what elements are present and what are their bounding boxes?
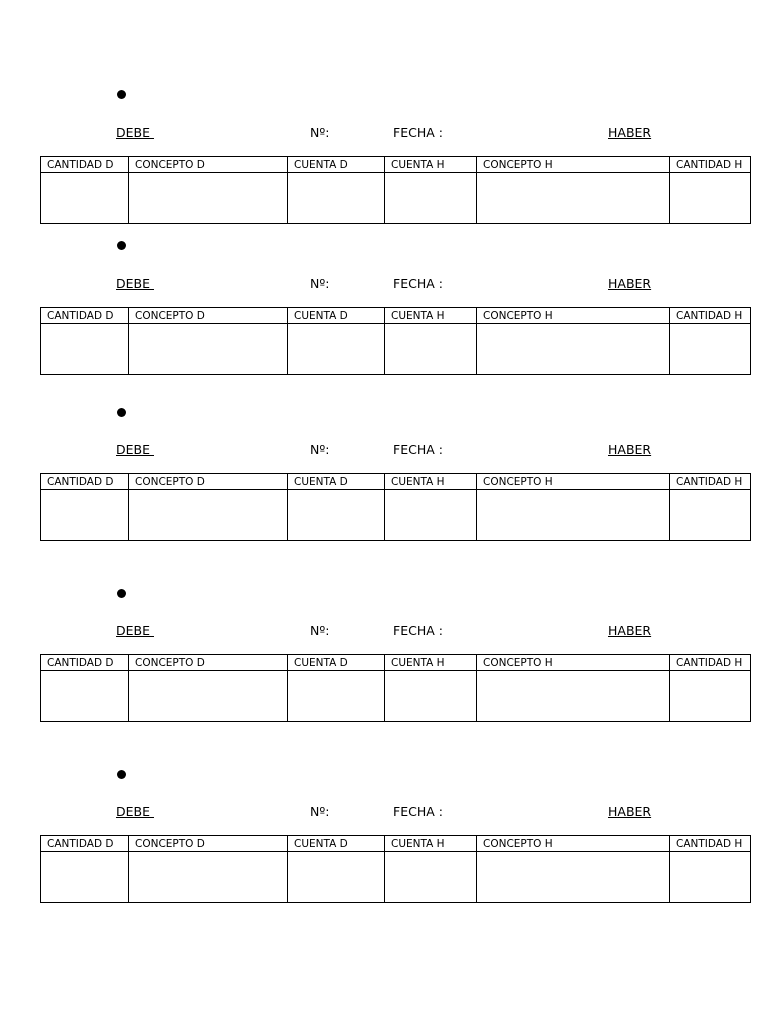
column-header: CONCEPTO D [129, 157, 288, 173]
table-row [41, 490, 751, 541]
blank-cell[interactable] [41, 852, 129, 903]
blank-cell[interactable] [288, 324, 385, 375]
date-label: FECHA : [393, 125, 443, 140]
blank-cell[interactable] [385, 173, 477, 224]
blank-cell[interactable] [41, 671, 129, 722]
debe-label: DEBE [116, 276, 154, 291]
column-header: CUENTA H [385, 474, 477, 490]
column-header: CONCEPTO H [477, 655, 670, 671]
blank-cell[interactable] [288, 852, 385, 903]
blank-cell[interactable] [385, 324, 477, 375]
date-label: FECHA : [393, 804, 443, 819]
blank-cell[interactable] [288, 671, 385, 722]
blank-cell[interactable] [477, 324, 670, 375]
table-header-row [41, 157, 751, 173]
column-header: CUENTA D [288, 836, 385, 852]
debe-label: DEBE [116, 804, 154, 819]
column-header: CONCEPTO D [129, 308, 288, 324]
number-label: Nº: [310, 804, 330, 819]
haber-label: HABER [608, 276, 652, 291]
ledger-table [40, 654, 751, 722]
blank-cell[interactable] [385, 490, 477, 541]
number-label: Nº: [310, 125, 330, 140]
column-header: CANTIDAD D [41, 655, 129, 671]
number-label: Nº: [310, 276, 330, 291]
column-header: CONCEPTO H [477, 308, 670, 324]
debe-label: DEBE [116, 125, 154, 140]
haber-label: HABER [608, 442, 652, 457]
column-header: CONCEPTO H [477, 474, 670, 490]
blank-cell[interactable] [129, 852, 288, 903]
column-header: CANTIDAD D [41, 308, 129, 324]
blank-cell[interactable] [129, 173, 288, 224]
blank-cell[interactable] [670, 671, 751, 722]
date-label: FECHA : [393, 442, 443, 457]
column-header: CANTIDAD H [670, 836, 751, 852]
blank-cell[interactable] [129, 324, 288, 375]
column-header: CANTIDAD D [41, 474, 129, 490]
column-header: CANTIDAD D [41, 836, 129, 852]
date-label: FECHA : [393, 276, 443, 291]
haber-label: HABER [608, 804, 652, 819]
table-header-row [41, 836, 751, 852]
haber-label: HABER [608, 623, 652, 638]
blank-cell[interactable] [41, 490, 129, 541]
column-header: CANTIDAD H [670, 655, 751, 671]
table-header-row [41, 474, 751, 490]
blank-cell[interactable] [288, 173, 385, 224]
column-header: CANTIDAD D [41, 157, 129, 173]
blank-cell[interactable] [385, 852, 477, 903]
column-header: CUENTA H [385, 157, 477, 173]
table-header-row [41, 655, 751, 671]
ledger-table [40, 835, 751, 903]
bullet-icon [117, 589, 126, 598]
bullet-icon [117, 241, 126, 250]
column-header: CONCEPTO D [129, 836, 288, 852]
column-header: CUENTA H [385, 308, 477, 324]
blank-cell[interactable] [288, 490, 385, 541]
column-header: CANTIDAD H [670, 474, 751, 490]
ledger-table [40, 473, 751, 541]
blank-cell[interactable] [670, 852, 751, 903]
blank-cell[interactable] [670, 490, 751, 541]
blank-cell[interactable] [477, 852, 670, 903]
column-header: CUENTA D [288, 308, 385, 324]
debe-label: DEBE [116, 623, 154, 638]
blank-cell[interactable] [477, 671, 670, 722]
column-header: CUENTA D [288, 157, 385, 173]
column-header: CUENTA H [385, 655, 477, 671]
blank-cell[interactable] [477, 173, 670, 224]
table-row [41, 671, 751, 722]
table-row [41, 324, 751, 375]
blank-cell[interactable] [129, 490, 288, 541]
table-row [41, 173, 751, 224]
column-header: CUENTA D [288, 655, 385, 671]
blank-cell[interactable] [670, 173, 751, 224]
column-header: CANTIDAD H [670, 157, 751, 173]
blank-cell[interactable] [670, 324, 751, 375]
ledger-table [40, 307, 751, 375]
number-label: Nº: [310, 442, 330, 457]
debe-label: DEBE [116, 442, 154, 457]
blank-cell[interactable] [129, 671, 288, 722]
column-header: CUENTA D [288, 474, 385, 490]
blank-cell[interactable] [385, 671, 477, 722]
number-label: Nº: [310, 623, 330, 638]
date-label: FECHA : [393, 623, 443, 638]
bullet-icon [117, 770, 126, 779]
column-header: CONCEPTO D [129, 655, 288, 671]
column-header: CONCEPTO H [477, 157, 670, 173]
blank-cell[interactable] [41, 324, 129, 375]
haber-label: HABER [608, 125, 652, 140]
column-header: CANTIDAD H [670, 308, 751, 324]
blank-cell[interactable] [477, 490, 670, 541]
column-header: CUENTA H [385, 836, 477, 852]
bullet-icon [117, 90, 126, 99]
table-header-row [41, 308, 751, 324]
ledger-table [40, 156, 751, 224]
column-header: CONCEPTO D [129, 474, 288, 490]
table-row [41, 852, 751, 903]
blank-cell[interactable] [41, 173, 129, 224]
bullet-icon [117, 408, 126, 417]
column-header: CONCEPTO H [477, 836, 670, 852]
